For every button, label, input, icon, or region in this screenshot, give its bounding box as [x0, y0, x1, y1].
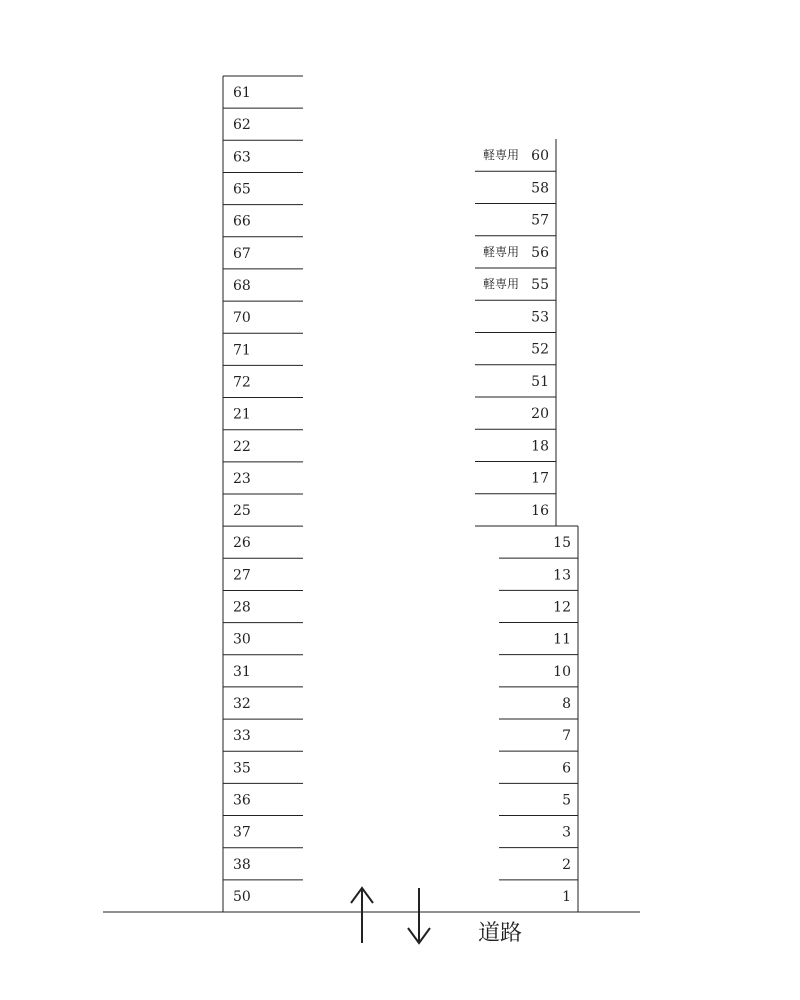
stall-number: 32 — [233, 696, 251, 712]
stall-number: 17 — [531, 470, 549, 487]
stall-number: 1 — [562, 888, 571, 905]
stall-number: 38 — [233, 856, 251, 873]
stall-number: 70 — [233, 310, 251, 327]
stall-number: 50 — [233, 888, 251, 905]
upper-right-parking-column — [475, 139, 556, 526]
stall-number: 23 — [233, 470, 251, 487]
stall-number: 15 — [553, 535, 571, 552]
up-arrow-icon — [351, 888, 373, 943]
stall-number: 66 — [233, 213, 251, 230]
down-arrow-icon — [408, 888, 430, 943]
stall-number: 18 — [531, 438, 549, 455]
stall-number: 27 — [233, 567, 251, 584]
stall-number: 58 — [531, 180, 549, 197]
stall-number: 65 — [233, 181, 251, 198]
stall-number: 10 — [553, 663, 571, 680]
kei-only-label: 軽専用 — [483, 244, 520, 259]
stall-number: 36 — [233, 792, 251, 809]
stall-number: 28 — [233, 599, 251, 616]
stall-number: 22 — [233, 438, 251, 455]
stall-number: 62 — [233, 117, 251, 134]
stall-number: 60 — [531, 148, 549, 165]
stall-number: 55 — [531, 277, 549, 294]
stall-number: 52 — [531, 341, 549, 358]
kei-only-label: 軽専用 — [483, 277, 520, 292]
stall-number: 35 — [233, 760, 251, 777]
stall-number: 37 — [233, 824, 251, 841]
stall-number: 21 — [233, 406, 251, 423]
stall-number: 72 — [233, 374, 251, 391]
stall-number: 31 — [233, 663, 251, 680]
stall-number: 16 — [531, 502, 549, 519]
road-label: 道路 — [478, 921, 523, 946]
stall-number: 71 — [233, 342, 251, 359]
stall-number: 6 — [562, 760, 571, 777]
stall-number: 30 — [233, 631, 251, 648]
kei-only-label: 軽専用 — [483, 148, 520, 163]
stall-number: 26 — [233, 535, 251, 552]
stall-number: 51 — [531, 373, 549, 390]
lower-right-parking-column — [499, 526, 578, 912]
stall-number: 57 — [531, 212, 549, 229]
stall-number: 56 — [531, 244, 549, 261]
stall-number: 8 — [562, 695, 571, 712]
stall-number: 2 — [562, 856, 571, 873]
stall-number: 68 — [233, 278, 251, 294]
stall-number: 25 — [233, 503, 251, 520]
stall-number: 5 — [562, 792, 571, 809]
left-parking-column — [223, 76, 303, 912]
stall-number: 20 — [531, 406, 549, 423]
stall-number: 3 — [562, 824, 571, 841]
stall-number: 63 — [233, 149, 251, 166]
stall-number: 61 — [233, 85, 251, 102]
stall-number: 12 — [553, 599, 571, 616]
stall-number: 33 — [233, 728, 251, 745]
stall-number: 13 — [553, 567, 571, 584]
stall-number: 53 — [531, 309, 549, 326]
stall-number: 7 — [562, 728, 571, 745]
stall-number: 11 — [553, 631, 571, 648]
stall-number: 67 — [233, 245, 251, 262]
